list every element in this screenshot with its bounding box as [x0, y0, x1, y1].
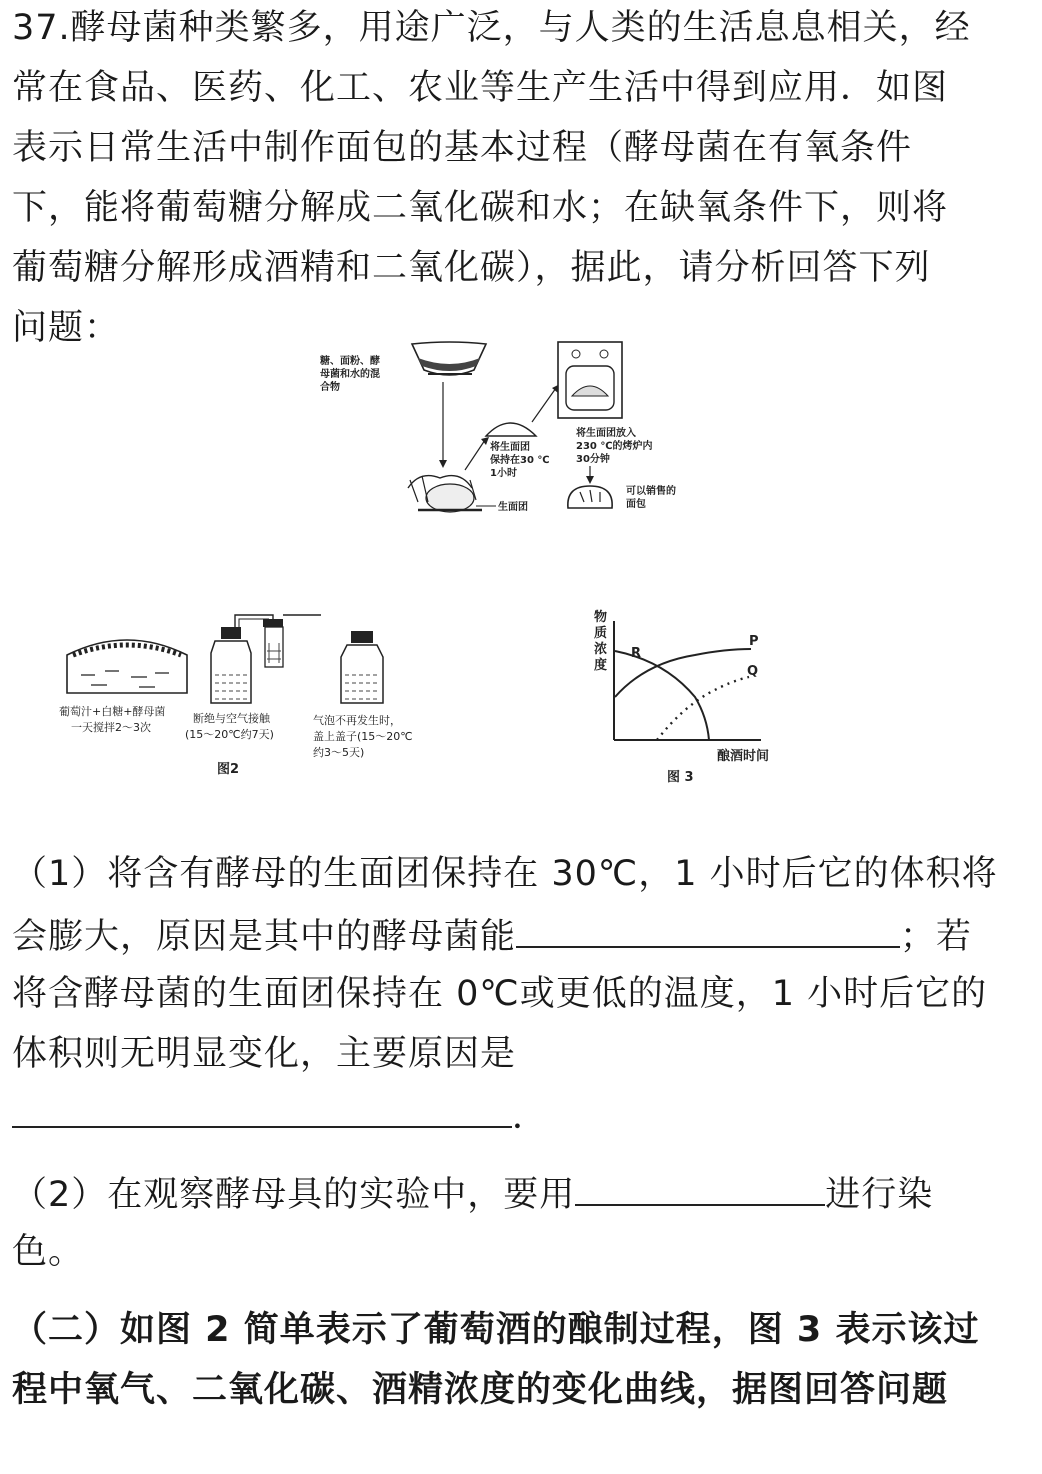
question-line-4: 下，能将葡萄糖分解成二氧化碳和水；在缺氧条件下，则将: [12, 188, 949, 228]
bread-label-1: 可以销售的: [626, 486, 676, 497]
part2-line-1-text: （2）在观察酵母具的实验中，要用: [12, 1175, 576, 1215]
ylabel-char-1: 物: [594, 610, 608, 625]
bread-loaf-icon: [568, 486, 612, 508]
xlabel: 酿酒时间: [717, 749, 770, 764]
mix-label-3: 合物: [320, 382, 340, 393]
curve-q: [657, 677, 749, 740]
curve-label-q: Q: [747, 664, 759, 679]
oven-label-3: 30分钟: [576, 454, 610, 465]
mix-label-1: 糖、面粉、酵: [320, 356, 380, 367]
part2-line-1-tail: 进行染: [825, 1175, 934, 1215]
bread-making-diagram: [300, 330, 720, 530]
question-line-6: 问题：: [12, 308, 121, 348]
concentration-curve-chart: [585, 605, 805, 790]
mixing-bowl-icon: [412, 342, 486, 375]
curve-label-r: R: [631, 646, 642, 661]
rising-dough-icon: [486, 423, 536, 436]
wine-making-diagram: [55, 605, 455, 785]
question-line-1: 37.酵母菌种类繁多，用途广泛，与人类的生活息息相关，经: [12, 8, 971, 48]
kneading-hands-icon: [408, 476, 482, 512]
answer-blank-2[interactable]: [12, 1092, 512, 1128]
question-line-2: 常在食品、医药、化工、农业等生产生活中得到应用．如图: [12, 68, 949, 108]
part1-line-3: 将含酵母菌的生面团保持在 0℃或更低的温度，1 小时后它的: [12, 974, 988, 1014]
oven-label-2: 230 ℃的烤炉内: [576, 441, 653, 452]
oven-label-1: 将生面团放入: [576, 428, 636, 439]
part1-line-2: [12, 912, 972, 959]
airlock-bottle-icon: [211, 615, 321, 703]
keep-label-3: 1小时: [490, 468, 517, 479]
answer-blank-1[interactable]: [516, 912, 900, 948]
keep-label-2: 保持在30 ℃: [490, 455, 550, 466]
step3-label-2: 盖上盖子(15～20℃: [313, 730, 413, 743]
part1-line-5-tail: ．: [512, 1097, 549, 1137]
step1-label-2: 一天搅拌2～3次: [71, 721, 151, 734]
part1-line-2-text: 会膨大，原因是其中的酵母菌能: [12, 917, 517, 957]
part1-line-5: [12, 1092, 548, 1139]
ylabel-char-2: 质: [594, 626, 608, 641]
figure3-caption: 图 3: [667, 770, 694, 785]
question-line-5: 葡萄糖分解形成酒精和二氧化碳），据此，请分析回答下列: [12, 248, 931, 288]
part1-line-4: 体积则无明显变化，主要原因是: [12, 1034, 517, 1074]
step3-label-3: 约3～5天): [313, 746, 365, 759]
oven-icon: [558, 342, 622, 418]
part1-line-2-tail: ；若: [900, 917, 973, 957]
capped-bottle-icon: [341, 631, 383, 703]
keep-label-1: 将生面团: [490, 442, 530, 453]
part2-line-2: 色。: [12, 1232, 85, 1272]
figure2-caption: 图2: [217, 762, 240, 777]
answer-blank-3[interactable]: [575, 1170, 825, 1206]
dough-label: 生面团: [498, 502, 528, 513]
question-line-3: 表示日常生活中制作面包的基本过程（酵母菌在有氧条件: [12, 128, 913, 168]
mix-label-2: 母菌和水的混: [320, 369, 380, 380]
mixing-tub-icon: [67, 640, 187, 693]
step1-label-1: 葡萄汁+白糖+酵母菌: [59, 705, 166, 718]
ylabel-char-4: 度: [594, 658, 608, 673]
curve-label-p: P: [749, 634, 759, 649]
section2-line-2: 程中氧气、二氧化碳、酒精浓度的变化曲线，据图回答问题: [12, 1370, 949, 1410]
bread-label-2: 面包: [626, 499, 646, 510]
part2-line-1: [12, 1170, 933, 1217]
step2-label-2: (15～20℃约7天): [185, 728, 274, 741]
step3-label-1: 气泡不再发生时，: [313, 714, 401, 727]
section2-line-1: （二）如图 2 简单表示了葡萄酒的酿制过程，图 3 表示该过: [12, 1310, 980, 1350]
part1-line-1: （1）将含有酵母的生面团保持在 30℃，1 小时后它的体积将: [12, 854, 998, 894]
ylabel-char-3: 浓: [594, 642, 608, 657]
step2-label-1: 断绝与空气接触: [193, 712, 270, 725]
